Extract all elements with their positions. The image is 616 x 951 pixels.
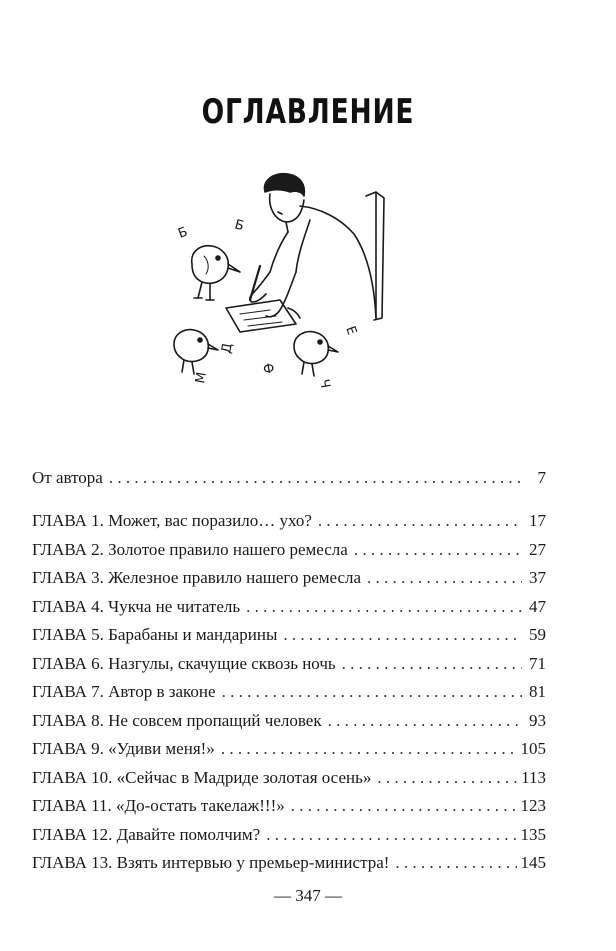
toc-entry-chapter-13 bbox=[32, 851, 546, 875]
toc-entry-chapter-5 bbox=[32, 623, 546, 647]
page-number: — 347 — bbox=[274, 886, 342, 905]
illustration-letter: Ч bbox=[316, 378, 333, 390]
toc-entry-title: ГЛАВА 5. Барабаны и мандарины bbox=[32, 625, 278, 644]
page-title: ОГЛАВЛЕНИЕ bbox=[201, 92, 415, 132]
illustration-letter: Б bbox=[232, 217, 246, 235]
toc-entry-preface bbox=[32, 466, 546, 490]
toc-entry-page: 105 bbox=[520, 739, 546, 758]
toc-entry-page: 71 bbox=[529, 654, 546, 673]
toc-entry-title: ГЛАВА 10. «Сейчас в Мадриде золотая осень» bbox=[32, 768, 372, 787]
toc-leader-dots bbox=[246, 595, 522, 619]
toc-entry-page: 135 bbox=[520, 825, 546, 844]
illustration-letter: Е bbox=[342, 324, 360, 338]
toc-entry-page: 17 bbox=[529, 511, 546, 530]
toc-leader-dots bbox=[342, 652, 522, 676]
toc-entry-chapter-2 bbox=[32, 538, 546, 562]
toc-leader-dots bbox=[221, 737, 517, 761]
toc-entry-chapter-12 bbox=[32, 823, 546, 847]
toc-entry-chapter-1 bbox=[32, 509, 546, 533]
toc-leader-dots bbox=[222, 680, 522, 704]
toc-entry-chapter-7 bbox=[32, 680, 546, 704]
illustration-letter: Ф bbox=[262, 361, 276, 378]
toc-entry-page: 37 bbox=[529, 568, 546, 587]
toc-entry-title: ГЛАВА 7. Автор в законе bbox=[32, 682, 216, 701]
toc-entry-chapter-10 bbox=[32, 766, 546, 790]
toc-entry-title: ГЛАВА 6. Назгулы, скачущие сквозь ночь bbox=[32, 654, 336, 673]
toc-entry-chapter-4 bbox=[32, 595, 546, 619]
toc-entry-page: 27 bbox=[529, 540, 546, 559]
toc-entry-chapter-9 bbox=[32, 737, 546, 761]
toc-entry-page: 93 bbox=[529, 711, 546, 730]
toc-leader-dots bbox=[318, 509, 522, 533]
toc-leader-dots bbox=[328, 709, 522, 733]
illustration-letter: Д bbox=[219, 342, 236, 355]
toc-entry-title: ГЛАВА 9. «Удиви меня!» bbox=[32, 739, 215, 758]
toc-entry-title: ГЛАВА 4. Чукча не читатель bbox=[32, 597, 241, 616]
toc-entry-chapter-6 bbox=[32, 652, 546, 676]
toc-entry-chapter-8 bbox=[32, 709, 546, 733]
toc-leader-dots bbox=[367, 566, 522, 590]
toc-leader-dots bbox=[266, 823, 516, 847]
illustration-letter: М bbox=[193, 371, 210, 385]
toc-entry-page: 123 bbox=[520, 796, 546, 815]
toc-entry-title: ГЛАВА 11. «До-остать такелаж!!!» bbox=[32, 796, 285, 815]
illustration-letter: Б bbox=[176, 224, 190, 242]
toc-entry-title: ГЛАВА 1. Может, вас поразило… ухо? bbox=[32, 511, 312, 530]
toc-leader-dots bbox=[291, 794, 517, 818]
toc-entry-chapter-11 bbox=[32, 794, 546, 818]
toc-entry-page: 7 bbox=[537, 468, 546, 487]
toc-entry-title: От автора bbox=[32, 468, 103, 487]
toc-entry-title: ГЛАВА 13. Взять интервью у премьер-министра! bbox=[32, 853, 390, 872]
toc-entry-title: ГЛАВА 2. Золотое правило нашего ремесла bbox=[32, 540, 348, 559]
toc-leader-dots bbox=[395, 851, 516, 875]
writer-at-desk-with-birds-icon bbox=[170, 168, 420, 408]
toc-entry-page: 145 bbox=[520, 853, 546, 872]
toc-entry-title: ГЛАВА 3. Железное правило нашего ремесла bbox=[32, 568, 362, 587]
toc-entry-page: 47 bbox=[529, 597, 546, 616]
toc-leader-dots bbox=[354, 538, 522, 562]
toc-entry-title: ГЛАВА 8. Не совсем пропащий человек bbox=[32, 711, 322, 730]
toc-leader-dots bbox=[283, 623, 522, 647]
toc-leader-dots bbox=[377, 766, 517, 790]
toc-entry-page: 81 bbox=[529, 682, 546, 701]
toc-entry-page: 113 bbox=[521, 768, 546, 787]
toc-entry-page: 59 bbox=[529, 625, 546, 644]
toc-entry-chapter-3 bbox=[32, 566, 546, 590]
toc-entry-title: ГЛАВА 12. Давайте помолчим? bbox=[32, 825, 261, 844]
toc-leader-dots bbox=[109, 466, 522, 490]
